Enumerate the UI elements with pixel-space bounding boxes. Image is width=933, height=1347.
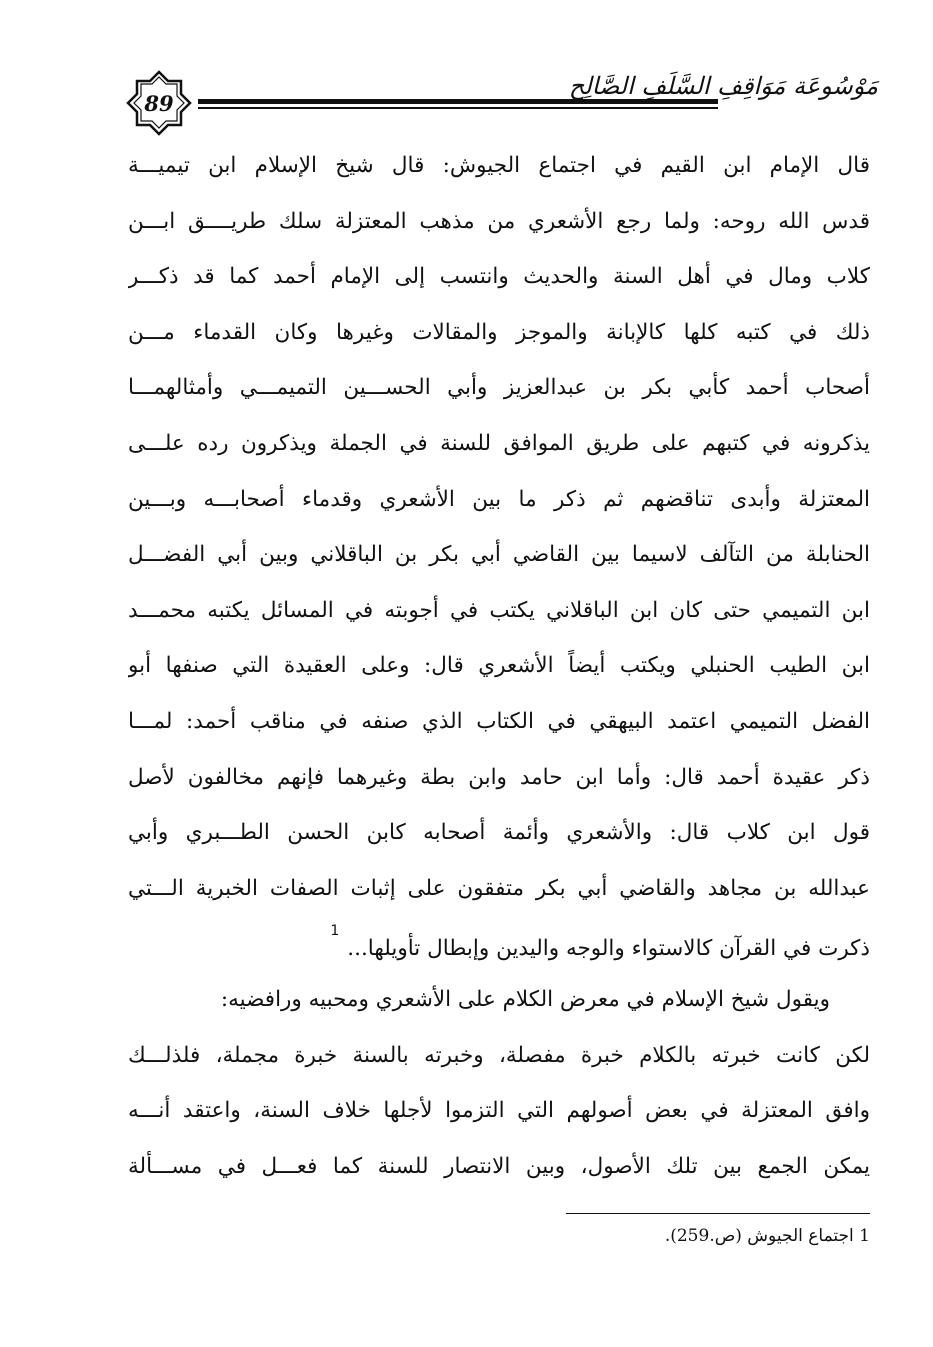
page-number: 89 xyxy=(144,90,174,116)
text-line: أصحاب أحمد كأبي بكر بن عبدالعزيز وأبي الحســـين التميمـــي وأمثالهمـــا xyxy=(128,375,870,401)
text-line: ابن التميمي حتى كان ابن الباقلاني يكتب في أجوبته في المسائل يكتبه محمـــد xyxy=(128,597,870,623)
text-line: يذكرونه في كتبهم على طريق الموافق للسنة في الجملة ويذكرون رده علـــى xyxy=(128,430,870,456)
text-line-content: ذكرت في القرآن كالاستواء والوجه واليدين وإبطال تأويلها... xyxy=(347,936,870,962)
running-title: مَوْسُوعَة مَوَاقِفِ السَّلَفِ الصَّالِح xyxy=(568,72,878,100)
text-line: عبدالله بن مجاهد والقاضي أبي بكر متفقون على إثبات الصفات الخبرية الـــتي xyxy=(128,875,870,901)
text-line xyxy=(128,916,870,972)
text-line: ذلك في كتبه كلها كالإبانة والموجز والمقالات وغيرها وكان القدماء مـــن xyxy=(128,319,870,345)
footnote: 1 اجتماع الجيوش (ص.259). xyxy=(664,1226,870,1246)
footnote-reference[interactable]: 1 xyxy=(330,923,340,940)
text-line: قول ابن كلاب قال: والأشعري وأئمة أصحابه كابن الحسن الطـــبري وأبي xyxy=(128,820,870,846)
text-line: قدس الله روحه: ولما رجع الأشعري من مذهب المعتزلة سلك طريــــق ابـــن xyxy=(128,208,870,234)
header-rule-thin xyxy=(198,107,718,109)
page-number-badge xyxy=(126,70,192,136)
text-line: لكن كانت خبرته بالكلام خبرة مفصلة، وخبرته بالسنة خبرة مجملة، فلذلـــك xyxy=(128,1042,870,1068)
text-line: يمكن الجمع بين تلك الأصول، وبين الانتصار للسنة كما فعـــل في مســـألة xyxy=(128,1153,870,1179)
body-text xyxy=(128,138,870,1194)
text-line: الحنابلة من التآلف لاسيما بين القاضي أبي بكر بن الباقلاني وبين أبي الفضـــل xyxy=(128,542,870,568)
text-line: قال الإمام ابن القيم في اجتماع الجيوش: قال شيخ الإسلام ابن تيميـــة xyxy=(128,153,870,178)
text-line: المعتزلة وأبدى تناقضهم ثم ذكر ما بين الأشعري وقدماء أصحابـــه وبـــين xyxy=(128,486,870,512)
footnote-separator xyxy=(566,1213,870,1214)
page-header xyxy=(120,68,880,138)
text-line: وافق المعتزلة في بعض أصولهم التي التزموا لأجلها خلاف السنة، واعتقد أنـــه xyxy=(128,1098,870,1124)
text-line: ذكر عقيدة أحمد قال: وأما ابن حامد وابن بطة وغيرهما فإنهم مخالفون لأصل xyxy=(128,764,870,790)
text-line: كلاب ومال في أهل السنة والحديث وانتسب إلى الإمام أحمد كما قد ذكـــر xyxy=(128,264,870,290)
text-line: ابن الطيب الحنبلي ويكتب أيضاً الأشعري قال: وعلى العقيدة التي صنفها أبو xyxy=(128,653,870,679)
text-line: الفضل التميمي اعتمد البيهقي في الكتاب الذي صنفه في مناقب أحمد: لمـــا xyxy=(128,708,870,734)
paragraph-first-line: ويقول شيخ الإسلام في معرض الكلام على الأشعري ومحبيه ورافضيه: xyxy=(220,986,830,1012)
